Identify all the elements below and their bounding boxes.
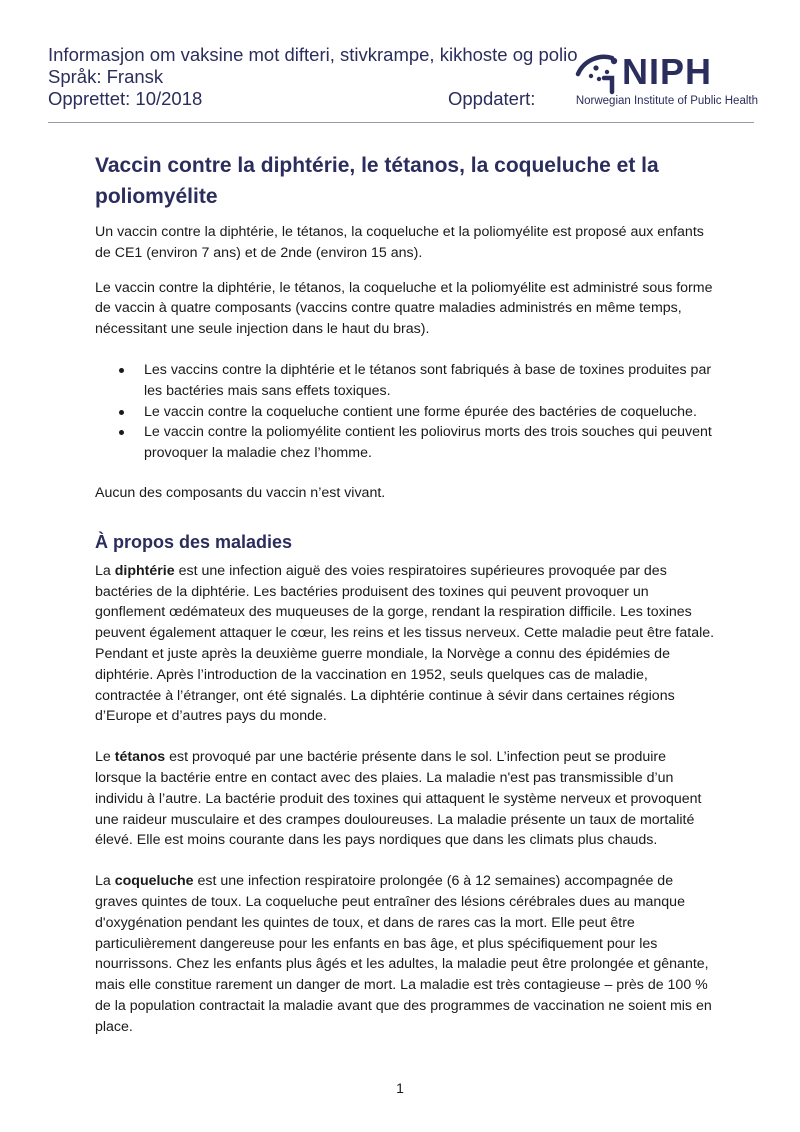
no-live-components-note: Aucun des composants du vaccin n’est vivant. — [95, 484, 386, 501]
section-heading-diseases: À propos des maladies — [95, 531, 293, 552]
header-title: Informasjon om vaksine mot difteri, stivkrampe, kikhoste og polio — [48, 44, 578, 65]
vaccine-components-list — [95, 360, 715, 464]
disease-term-tetanus: tétanos — [114, 749, 166, 766]
header-created: Opprettet: 10/2018 — [48, 88, 203, 109]
header-updated: Oppdatert: — [448, 88, 536, 109]
niph-logo-icon — [574, 52, 618, 96]
list-item: Les vaccins contre la diphtérie et le tétanos sont fabriqués à base de toxines produites par les bactéries mais sans effets toxiques. — [95, 360, 715, 402]
logo-subtitle: Norwegian Institute of Public Health — [575, 95, 758, 107]
list-item: Le vaccin contre la poliomyélite contient les poliovirus morts des trois souches qui peuvent provoquer la maladie chez l’homme. — [95, 422, 715, 464]
list-item: Le vaccin contre la coqueluche contient une forme épurée des bactéries de coqueluche. — [95, 402, 715, 423]
paragraph-prefix: Le — [95, 749, 115, 766]
disease-tetanus-paragraph — [95, 747, 715, 851]
disease-term-diphtheria: diphtérie — [114, 562, 175, 579]
paragraph-body: est une infection aiguë des voies respiratoires supérieures provoquée par des bactéries de la diphtérie. Les bactéries produisent des toxines qui peuvent provoquer un gonflement œdémateux des muqueuses de la gorge, rendant la respiration difficile. Les toxines peuvent également attaquer le cœur, les reins et les tissus nerveux. Cette maladie peut être fatale. Pendant et juste après la deuxième guerre mondiale, la Norvège a connu des épidémies de diphtérie. Après l’introduction de la vaccination en 1952, seuls quelques cas de maladie, contractée à l’étranger, ont été signalés. La diphtérie continue à sévir dans certaines régions d’Europe et d’autres pays du monde. — [95, 562, 715, 725]
paragraph-prefix: La — [95, 562, 115, 579]
page-title: Vaccin contre la diphtérie, le tétanos, la coqueluche et la poliomyélite — [95, 154, 659, 208]
disease-pertussis-paragraph — [95, 871, 715, 1037]
intro-paragraph-1: Un vaccin contre la diphtérie, le tétanos, la coqueluche et la poliomyélite est proposé aux enfants de CE1 (environ 7 ans) et de 2nde (environ 15 ans). — [95, 224, 704, 261]
paragraph-body: est provoqué par une bactérie présente dans le sol. L’infection peut se produire lorsque la bactérie entre en contact avec des plaies. La maladie n'est pas transmissible d’un individu à l’autre. La bactérie produit des toxines qui attaquent le système nerveux et provoquent une raideur musculaire et des crampes douloureuses. La maladie présente un taux de mortalité élevé. Elle est moins courante dans les pays nordiques que dans les climats plus chauds. — [95, 749, 702, 849]
niph-logo — [562, 48, 758, 112]
disease-diphtheria-paragraph — [95, 561, 715, 727]
document-body — [95, 150, 715, 1038]
document-header — [48, 44, 758, 123]
header-language: Språk: Fransk — [48, 66, 164, 87]
logo-wordmark: NIPH — [622, 51, 713, 92]
page-number: 1 — [396, 1080, 404, 1096]
paragraph-body: est une infection respiratoire prolongée (6 à 12 semaines) accompagnée de graves quintes de toux. La coqueluche peut entraîner des lésions cérébrales dues au manque d'oxygénation pendant les quintes de toux, et dans de rares cas la mort. Elle peut être particulièrement dangereuse pour les enfants en bas âge, et plus spécifiquement pour les nourrissons. Chez les enfants plus âgés et les adultes, la maladie peut être prolongée et gênante, mais elle constitue rarement un danger de mort. La maladie est très contagieuse – près de 100 % de la population contractait la maladie avant que des programmes de vaccination ne soient mis en place. — [95, 873, 712, 1035]
disease-term-pertussis: coqueluche — [114, 873, 194, 890]
paragraph-prefix: La — [95, 873, 115, 890]
intro-paragraph-2: Le vaccin contre la diphtérie, le tétanos, la coqueluche et la poliomyélite est administré sous forme de vaccin à quatre composants (vaccins contre quatre maladies administrés en même temps, nécessitant une seule injection dans le haut du bras). — [95, 279, 713, 338]
